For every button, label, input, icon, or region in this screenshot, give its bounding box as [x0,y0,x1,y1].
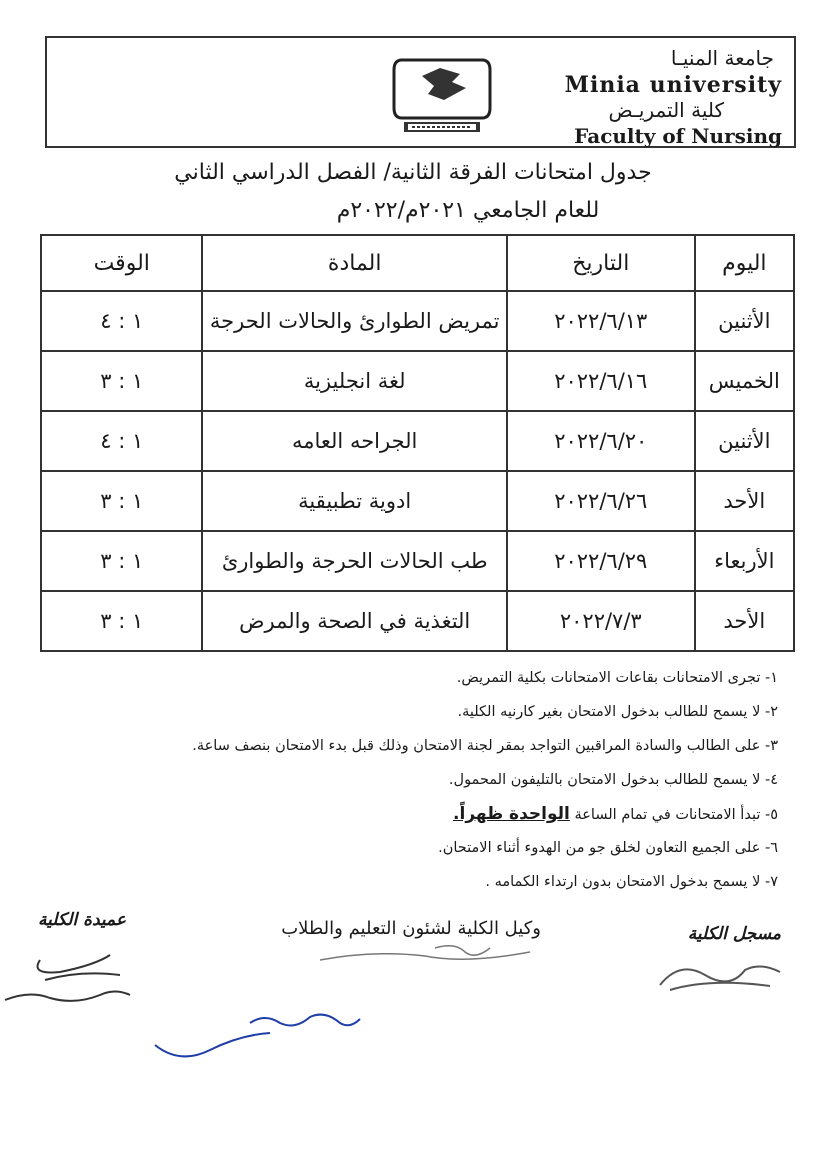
rule-number: ٧- [764,874,778,890]
header-subject: المادة [202,235,506,291]
cell-time: ١ : ٣ [41,351,202,411]
rule-number: ٣- [764,738,778,754]
list-item [38,663,778,697]
cell-time: ١ : ٣ [41,471,202,531]
rule-number: ٥- [764,807,778,823]
faculty-name-arabic: كلية التمريـض [608,98,724,122]
rule-number: ٤- [764,772,778,788]
rule-text: لا يسمح للطالب بدخول الامتحان بالتليفون المحمول. [448,772,761,788]
cell-subject: ادوية تطبيقية [202,471,506,531]
list-item [38,799,778,833]
rule-text: على الطالب والسادة المراقبين التواجد بمقر لجنة الامتحان وذلك قبل بدء الامتحان بنصف ساعة. [192,738,761,754]
cell-subject: طب الحالات الحرجة والطوارئ [202,531,506,591]
header-day: اليوم [695,235,794,291]
cell-subject: تمريض الطوارئ والحالات الحرجة [202,291,506,351]
header-date: التاريخ [507,235,695,291]
rule-number: ٦- [764,840,778,856]
header-time: الوقت [41,235,202,291]
cell-date: ٢٠٢٢/٧/٣ [507,591,695,651]
cell-day: الأربعاء [695,531,794,591]
list-item [38,833,778,867]
university-logo-icon [382,48,502,138]
table-row [41,291,794,351]
faculty-name-english: Faculty of Nursing [574,124,782,148]
rule-text: تبدأ الامتحانات في تمام الساعة [574,807,761,823]
list-item [38,765,778,799]
cell-date: ٢٠٢٢/٦/١٣ [507,291,695,351]
cell-time: ١ : ٣ [41,531,202,591]
table-row [41,411,794,471]
cell-subject: الجراحه العامه [202,411,506,471]
list-item [38,867,778,901]
cell-day: الأثنين [695,291,794,351]
table-row [41,591,794,651]
cell-day: الأحد [695,471,794,531]
university-name-english: Minia university [564,72,782,98]
rule-highlight: الواحدة ظهراً. [453,804,570,824]
signature-vice-dean-label: وكيل الكلية لشئون التعليم والطلاب [281,918,541,939]
rule-number: ١- [764,670,778,686]
cell-day: الخميس [695,351,794,411]
vice-dean-signature-icon [315,942,535,972]
registrar-signature-icon [650,950,790,995]
list-item [38,731,778,765]
signature-dean-label: عميدة الكلية [38,910,127,930]
rule-text: تجرى الامتحانات بقاعات الامتحانات بكلية التمريض. [456,670,761,686]
cell-day: الأحد [695,591,794,651]
signature-registrar-label: مسجل الكلية [687,924,781,944]
cell-subject: التغذية في الصحة والمرض [202,591,506,651]
rule-text: على الجميع التعاون لخلق جو من الهدوء أثناء الامتحان. [438,840,761,856]
document-title: جدول امتحانات الفرقة الثانية/ الفصل الدراسي الثاني [174,160,652,185]
rule-text: لا يسمح بدخول الامتحان بدون ارتداء الكمامه . [485,874,761,890]
cell-time: ١ : ٤ [41,291,202,351]
rule-number: ٢- [764,704,778,720]
table-row [41,471,794,531]
cell-day: الأثنين [695,411,794,471]
cell-date: ٢٠٢٢/٦/٢٠ [507,411,695,471]
table-row [41,351,794,411]
table-header-row [41,235,794,291]
cell-subject: لغة انجليزية [202,351,506,411]
dean-signature-icon [0,940,140,1020]
cell-time: ١ : ٣ [41,591,202,651]
table-row [41,531,794,591]
letterhead [45,36,796,148]
cell-date: ٢٠٢٢/٦/٢٩ [507,531,695,591]
cell-time: ١ : ٤ [41,411,202,471]
university-name-arabic: جامعة المنيـا [670,46,774,70]
academic-year: للعام الجامعي ٢٠٢١م/٢٠٢٢م [336,198,600,223]
cell-date: ٢٠٢٢/٦/٢٦ [507,471,695,531]
exam-rules-list [38,663,778,901]
cell-date: ٢٠٢٢/٦/١٦ [507,351,695,411]
rule-text: لا يسمح للطالب بدخول الامتحان بغير كارنيه الكلية. [457,704,761,720]
exam-schedule-table [40,234,795,652]
list-item [38,697,778,731]
handwritten-date-icon [150,1005,370,1070]
